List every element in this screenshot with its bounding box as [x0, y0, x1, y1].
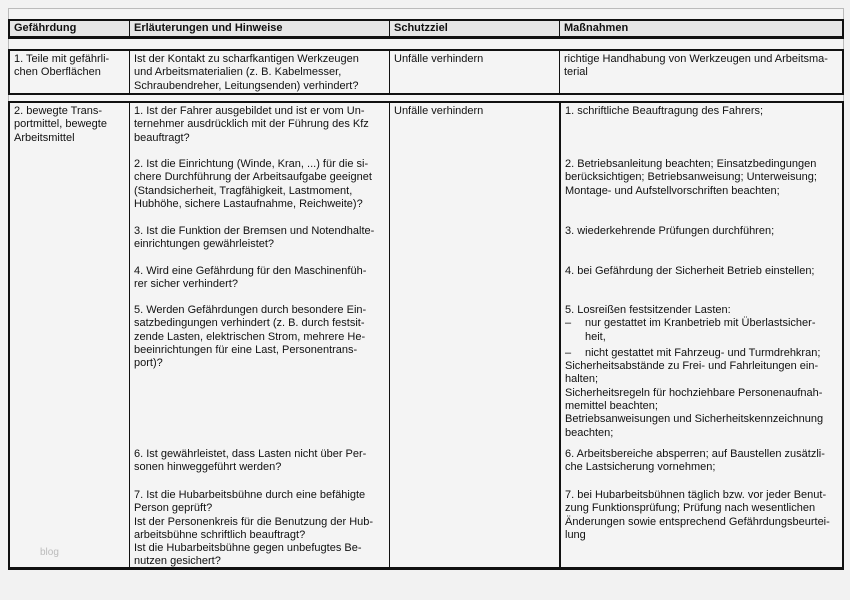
text-line: Hubhöhe, sichere Lastaufnahme, Reichweite)? — [134, 197, 363, 210]
text-line: Sicherheitsregeln für hochziehbare Personenaufnah- — [565, 386, 823, 399]
header-massnahmen — [559, 21, 842, 36]
text-line: 6. Arbeitsbereiche absperren; auf Baustellen zusätzli- — [565, 448, 825, 460]
text-line: 6. Ist gewährleistet, dass Lasten nicht über Per- — [134, 448, 367, 460]
paragraph — [14, 105, 126, 145]
text-line: 3. wiederkehrende Prüfungen durchführen; — [565, 225, 775, 237]
header-gefaehrdung — [10, 21, 129, 36]
cell-gefaehrdung — [10, 51, 129, 93]
paragraph — [134, 225, 387, 252]
text-line: 3. Ist die Funktion der Bremsen und Notendhalte- — [134, 225, 375, 237]
text-line: 1. Ist der Fahrer ausgebildet und ist er vom Un- — [134, 105, 365, 117]
text-line: Änderungen sowie entsprechend Gefährdungsbeurtei- — [565, 515, 830, 528]
paragraph — [134, 489, 387, 569]
text-line: Unfälle verhindern — [394, 105, 484, 117]
text-line: – nicht gestattet mit Fahrzeug- und Turmdrehkran; — [565, 346, 821, 359]
text-line: Schraubendreher, Leitungsenden) verhindert? — [134, 79, 359, 92]
paragraph — [134, 265, 387, 292]
cell-gefaehrdung — [10, 103, 129, 567]
text-line: berücksichtigen; Betriebsanweisung; Unterweisung; — [565, 171, 817, 184]
paragraph — [565, 158, 839, 198]
text-line: nutzen gesichert? — [134, 555, 221, 568]
text-line: Ist der Kontakt zu scharfkantigen Werkzeugen — [134, 53, 359, 65]
dash-bullet: – — [565, 317, 572, 330]
text-line: 5. Losreißen festsitzender Lasten: — [565, 304, 731, 316]
paragraph — [394, 105, 557, 118]
table-header — [8, 19, 844, 39]
header-erlaeuterungen — [129, 21, 390, 36]
paragraph — [565, 489, 839, 542]
text-line: beachten; — [565, 426, 614, 439]
paragraph — [394, 53, 557, 66]
text-line: Sicherheitsabstände zu Frei- und Fahrleitungen ein- — [565, 360, 819, 373]
text-line: Ist der Personenkreis für die Benutzung der Hub- — [134, 515, 374, 528]
text-line: 1. Teile mit gefährli- — [14, 53, 110, 65]
paragraph — [565, 105, 839, 118]
header-label: Schutzziel — [394, 22, 448, 34]
text-line: Person geprüft? — [134, 502, 213, 515]
text-line: 7. bei Hubarbeitsbühnen täglich bzw. vor jeder Benut- — [565, 489, 827, 501]
header-label: Erläuterungen und Hinweise — [134, 22, 283, 34]
paragraph — [134, 105, 387, 145]
text-line: ~heit, — [585, 330, 606, 343]
text-line: 5. Werden Gefährdungen durch besondere Ein- — [134, 304, 367, 316]
paragraph — [134, 448, 387, 475]
text-line: Ist die Hubarbeitsbühne gegen unbefugtes Be- — [134, 542, 362, 555]
text-line: ternehmer ausdrücklich mit der Führung des Kfz — [134, 118, 369, 131]
dash-bullet: – — [565, 346, 572, 359]
header-label: Maßnahmen — [564, 22, 629, 34]
text-line: 2. Ist die Einrichtung (Winde, Kran, ...) für die si- — [134, 158, 369, 170]
text-line: lung — [565, 528, 586, 541]
paragraph — [134, 158, 387, 211]
text-line: sonen hinweggeführt werden? — [134, 461, 282, 474]
cell-massnahmen — [559, 51, 842, 93]
text-line: 7. Ist die Hubarbeitsbühne durch eine befähigte — [134, 489, 366, 501]
text-line: (Standsicherheit, Tragfähigkeit, Lastmoment, — [134, 184, 353, 197]
cell-erlaeuterungen — [129, 103, 390, 567]
text-line: chen Oberflächen — [14, 66, 101, 79]
text-line: 4. bei Gefährdung der Sicherheit Betrieb einstellen; — [565, 265, 815, 277]
cell-erlaeuterungen — [129, 51, 390, 93]
text-line: che Lastsicherung vornehmen; — [565, 461, 716, 474]
table-row-1 — [8, 49, 844, 95]
text-line: und Arbeitsmaterialien (z. B. Kabelmesser, — [134, 66, 342, 79]
text-line: port)? — [134, 357, 163, 370]
paragraph — [134, 304, 387, 370]
cell-schutzziel — [389, 103, 560, 567]
text-line: 4. Wird eine Gefährdung für den Maschinenfüh- — [134, 265, 367, 277]
paragraph — [564, 53, 839, 80]
text-line: rer sicher verhindert? — [134, 278, 238, 291]
paragraph — [565, 225, 839, 238]
watermark: blog — [40, 547, 59, 558]
text-line: zung Funktionsprüfung; Prüfung nach wesentlichen — [565, 502, 816, 515]
text-line: memittel beachten; — [565, 400, 658, 413]
text-line: Betriebsanweisungen und Sicherheitskennzeichnung — [565, 413, 824, 426]
text-line: richtige Handhabung von Werkzeugen und Arbeitsma- — [564, 53, 828, 65]
text-line: Unfälle verhindern — [394, 53, 484, 65]
text-line: terial — [564, 66, 588, 79]
header-schutzziel — [389, 21, 560, 36]
paragraph — [134, 53, 387, 93]
cell-schutzziel — [389, 51, 560, 93]
text-line: 2. Betriebsanleitung beachten; Einsatzbedingungen — [565, 158, 817, 170]
text-line: – nur gestattet im Kranbetrieb mit Überlastsicher- — [565, 317, 816, 330]
text-line: arbeitsbühne schriftlich beauftragt? — [134, 528, 306, 541]
cell-massnahmen — [559, 103, 842, 567]
table-row-2 — [8, 101, 844, 570]
text-line: halten; — [565, 373, 599, 386]
text-line: 1. schriftliche Beauftragung des Fahrers; — [565, 105, 764, 117]
text-line: chere Durchführung der Arbeitsaufgabe geeignet — [134, 171, 372, 184]
text-line: zende Lasten, elektrischen Strom, mehrere He- — [134, 330, 366, 343]
text-line: 2. bewegte Trans- — [14, 105, 103, 117]
paragraph — [565, 448, 839, 475]
text-line: beeinrichtungen für eine Last, Personentrans- — [134, 343, 358, 356]
paragraph — [565, 265, 839, 278]
text-line: Montage- und Aufstellvorschriften beachten; — [565, 184, 780, 197]
paragraph — [565, 304, 839, 440]
paragraph — [14, 53, 126, 80]
text-line: satzbedingungen verhindert (z. B. durch festsit- — [134, 317, 365, 330]
text-line: Arbeitsmittel — [14, 131, 75, 144]
text-line: beauftragt? — [134, 131, 190, 144]
text-line: portmittel, bewegte — [14, 118, 107, 131]
text-line: einrichtungen gewährleistet? — [134, 238, 275, 251]
header-label: Gefährdung — [14, 22, 77, 34]
